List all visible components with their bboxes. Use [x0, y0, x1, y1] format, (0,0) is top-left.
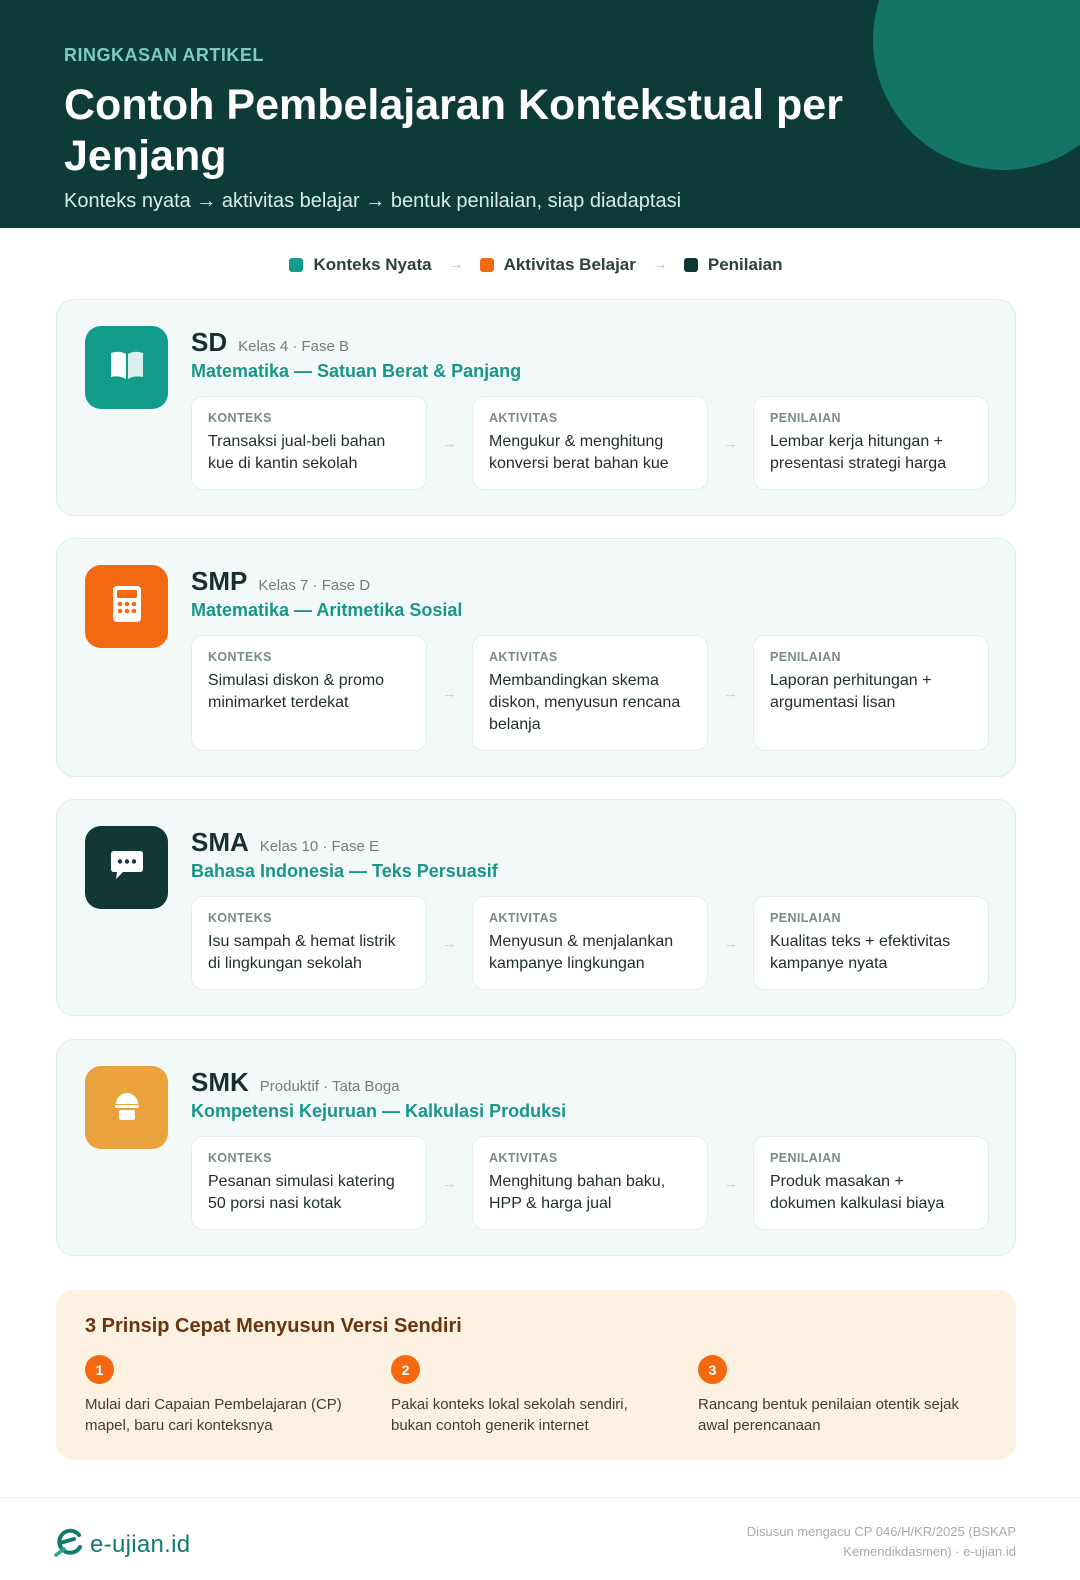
step-text: Pesanan simulasi katering 50 porsi nasi kotak	[208, 1173, 395, 1212]
level-subject: Kompetensi Kejuruan — Kalkulasi Produksi	[191, 1101, 567, 1121]
step-arrow: →	[723, 684, 738, 702]
chat-bubble-icon	[110, 850, 144, 885]
legend-label: Konteks Nyata	[313, 255, 432, 274]
level-icon-box	[85, 326, 168, 409]
level-name: SMP	[191, 566, 248, 596]
step-label: PENILAIAN	[770, 411, 841, 425]
step-arrow: →	[442, 934, 457, 952]
step-label: KONTEKS	[208, 1151, 272, 1165]
step-penilaian	[753, 1136, 989, 1230]
step-aktivitas	[472, 635, 708, 751]
legend-arrow: →	[447, 256, 464, 273]
legend-item-penilaian	[684, 255, 783, 275]
level-heading	[191, 827, 379, 858]
footer-divider	[0, 1497, 1080, 1498]
principle-text: Mulai dari Capaian Pembelajaran (CP) mapel, baru cari konteksnya	[85, 1396, 342, 1434]
level-icon-box	[85, 1066, 168, 1149]
principle-number-badge: 1	[85, 1355, 114, 1384]
level-card-smk	[56, 1039, 1016, 1256]
step-aktivitas	[472, 896, 708, 990]
step-flow	[191, 396, 989, 490]
step-text: Produk masakan + dokumen kalkulasi biaya	[770, 1173, 945, 1212]
level-card-smp	[56, 538, 1016, 777]
eyebrow-label: RINGKASAN ARTIKEL	[64, 45, 264, 65]
level-meta: Produktif · Tata Boga	[259, 1078, 400, 1095]
logo-text: e-ujian.id	[90, 1530, 191, 1558]
level-card-sma	[56, 799, 1016, 1016]
step-text: Transaksi jual-beli bahan kue di kantin sekolah	[208, 433, 386, 472]
level-subject: Matematika — Satuan Berat & Panjang	[191, 361, 522, 381]
step-text: Menghitung bahan baku, HPP & harga jual	[489, 1173, 666, 1212]
level-name: SMK	[191, 1067, 249, 1097]
step-konteks	[191, 1136, 427, 1230]
step-flow	[191, 896, 989, 990]
principle-number-badge: 3	[698, 1355, 727, 1384]
level-meta: Kelas 7 · Fase D	[258, 577, 371, 594]
page-title: Contoh Pembelajaran Kontekstual per Jenjang	[64, 81, 843, 180]
footer-credit: Disusun mengacu CP 046/H/KR/2025 (BSKAP Kemendikdasmen) · e-ujian.id	[746, 1524, 1016, 1559]
brand-logo[interactable]	[54, 1527, 190, 1562]
step-arrow: →	[442, 684, 457, 702]
principle-text: Rancang bentuk penilaian otentik sejak awal perencanaan	[698, 1396, 960, 1434]
step-flow	[191, 635, 989, 751]
step-arrow: →	[723, 434, 738, 452]
legend-item-konteks	[289, 255, 431, 275]
principle-item	[85, 1355, 350, 1436]
level-subject: Matematika — Aritmetika Sosial	[191, 600, 463, 620]
step-konteks	[191, 396, 427, 490]
step-arrow: →	[723, 1174, 738, 1192]
calculator-icon	[113, 586, 141, 627]
step-text: Lembar kerja hitungan + presentasi strategi harga	[770, 433, 947, 472]
step-flow	[191, 1136, 989, 1230]
principle-text: Pakai konteks lokal sekolah sendiri, bukan contoh generik internet	[391, 1396, 628, 1434]
level-name: SD	[191, 327, 228, 357]
book-icon	[109, 350, 145, 385]
level-heading	[191, 566, 370, 597]
step-text: Mengukur & menghitung konversi berat bahan kue	[489, 433, 669, 472]
level-icon-box	[85, 565, 168, 648]
step-penilaian	[753, 396, 989, 490]
step-aktivitas	[472, 396, 708, 490]
decorative-circle	[873, 0, 1080, 170]
legend-item-aktivitas	[480, 255, 636, 275]
legend-swatch	[480, 258, 494, 272]
level-meta: Kelas 4 · Fase B	[238, 338, 350, 355]
step-label: PENILAIAN	[770, 1151, 841, 1165]
step-konteks	[191, 635, 427, 751]
step-aktivitas	[472, 1136, 708, 1230]
logo-mark-icon	[54, 1527, 84, 1562]
principle-number-badge: 2	[391, 1355, 420, 1384]
legend-label: Aktivitas Belajar	[503, 255, 636, 274]
legend	[0, 255, 1072, 275]
step-text: Kualitas teks + efektivitas kampanye nyata	[770, 933, 951, 972]
level-heading	[191, 1067, 400, 1098]
level-name: SMA	[191, 827, 249, 857]
principle-item	[391, 1355, 656, 1436]
step-arrow: →	[723, 934, 738, 952]
step-konteks	[191, 896, 427, 990]
principle-item	[698, 1355, 963, 1436]
step-label: AKTIVITAS	[489, 1151, 558, 1165]
step-penilaian	[753, 635, 989, 751]
level-heading	[191, 327, 349, 358]
step-label: KONTEKS	[208, 650, 272, 664]
step-arrow: →	[442, 1174, 457, 1192]
step-label: AKTIVITAS	[489, 911, 558, 925]
step-label: KONTEKS	[208, 911, 272, 925]
level-subject: Bahasa Indonesia — Teks Persuasif	[191, 861, 498, 881]
step-text: Laporan perhitungan + argumentasi lisan	[770, 672, 932, 711]
page-subtitle: Konteks nyata → aktivitas belajar → bentuk penilaian, siap diadaptasi	[64, 190, 682, 212]
legend-swatch	[684, 258, 698, 272]
header-banner	[0, 0, 1080, 228]
step-label: KONTEKS	[208, 411, 272, 425]
step-text: Menyusun & menjalankan kampanye lingkungan	[489, 933, 674, 972]
step-arrow: →	[442, 434, 457, 452]
legend-label: Penilaian	[707, 255, 783, 274]
step-text: Isu sampah & hemat listrik di lingkungan sekolah	[208, 933, 396, 972]
level-icon-box	[85, 826, 168, 909]
chef-hat-icon	[114, 1089, 140, 1126]
level-card-sd	[56, 299, 1016, 516]
legend-arrow: →	[651, 256, 668, 273]
step-penilaian	[753, 896, 989, 990]
principles-box	[56, 1290, 1016, 1460]
level-meta: Kelas 10 · Fase E	[259, 838, 380, 855]
step-text: Simulasi diskon & promo minimarket terdekat	[208, 672, 385, 711]
principles-title: 3 Prinsip Cepat Menyusun Versi Sendiri	[85, 1315, 462, 1337]
step-label: PENILAIAN	[770, 650, 841, 664]
legend-swatch	[289, 258, 303, 272]
step-label: AKTIVITAS	[489, 650, 558, 664]
step-text: Membandingkan skema diskon, menyusun rencana belanja	[489, 672, 681, 733]
step-label: PENILAIAN	[770, 911, 841, 925]
step-label: AKTIVITAS	[489, 411, 558, 425]
